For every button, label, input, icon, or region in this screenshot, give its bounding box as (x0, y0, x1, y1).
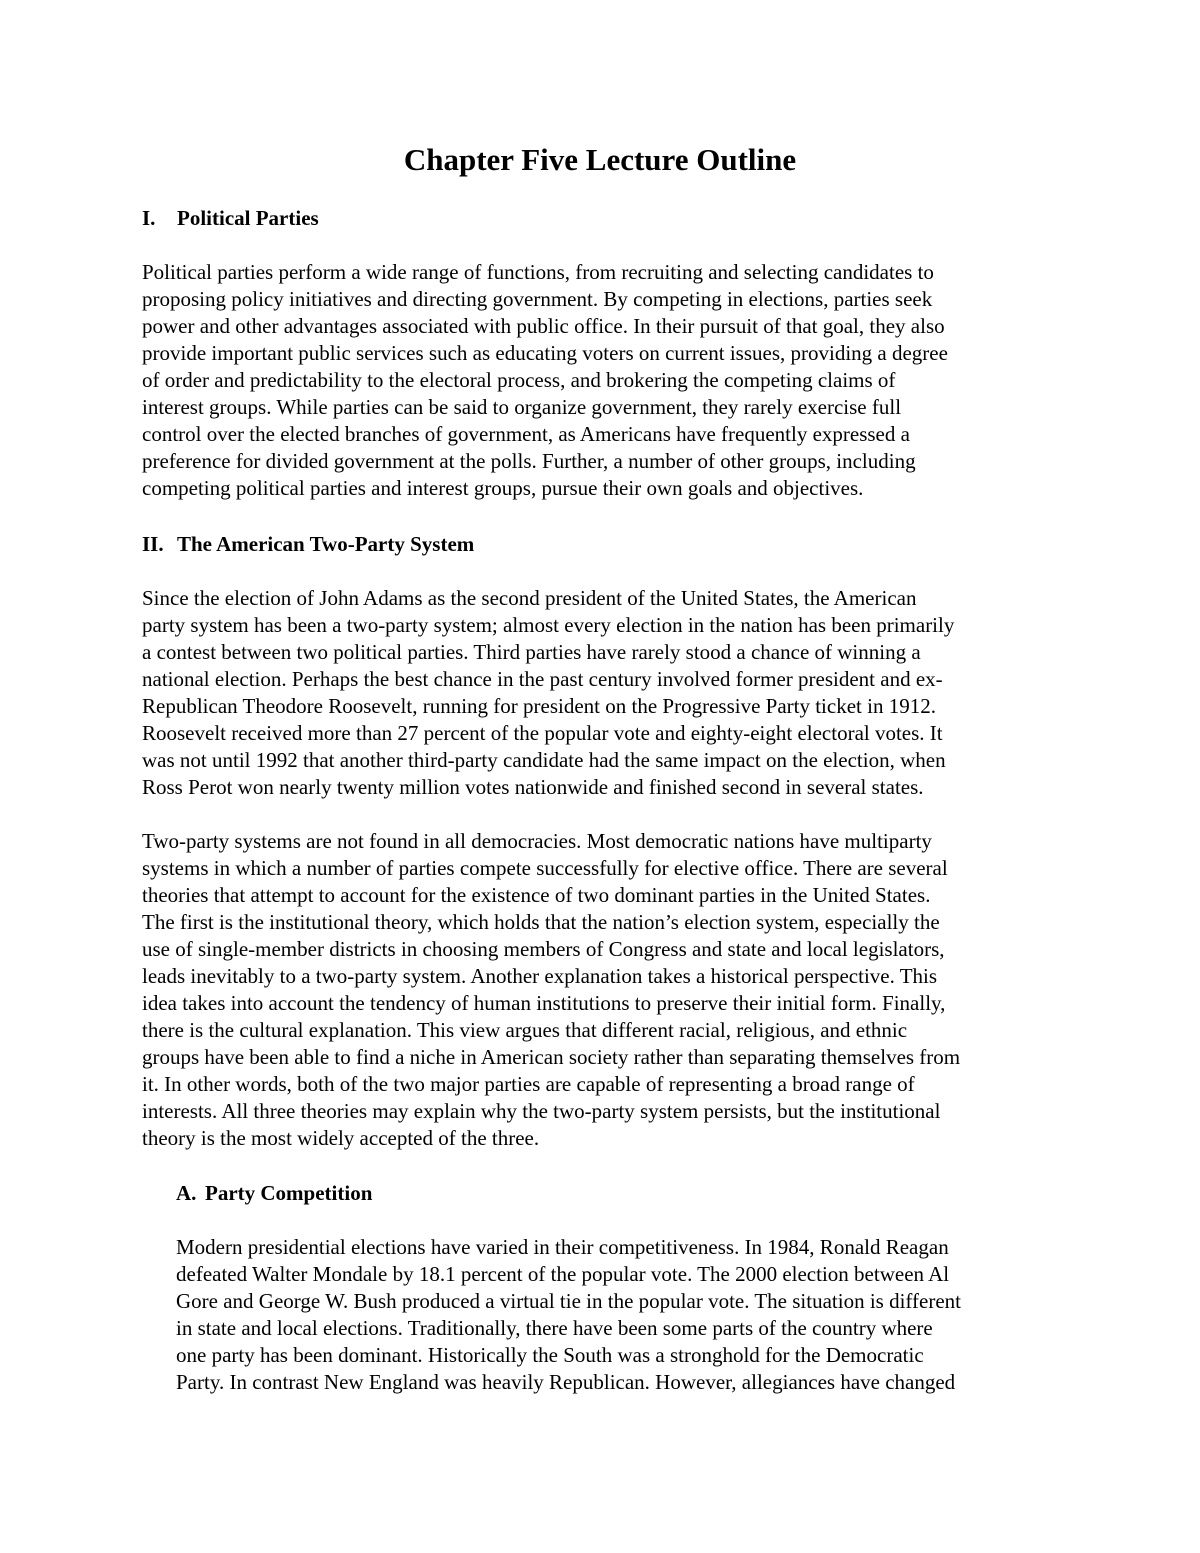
paragraph-party-competition (176, 1234, 961, 1396)
page-title: Chapter Five Lecture Outline (403, 142, 797, 177)
paragraph-line: a contest between two political parties. Third parties have rarely stood a chance of winning a (142, 640, 921, 664)
paragraph-line: power and other advantages associated with public office. In their pursuit of that goal, they also (142, 314, 945, 338)
paragraph-line: theories that attempt to account for the existence of two dominant parties in the United States. (142, 883, 931, 907)
section-heading-political-parties (142, 204, 319, 232)
paragraph-line: groups have been able to find a niche in American society rather than separating themselves from (142, 1045, 961, 1069)
paragraph-two-party-history (142, 585, 954, 801)
paragraph-line: it. In other words, both of the two major parties are capable of representing a broad range of (142, 1072, 915, 1096)
subsection-title: Party Competition (205, 1181, 373, 1205)
section-number: II. (142, 532, 164, 556)
paragraph-line: Party. In contrast New England was heavily Republican. However, allegiances have changed (176, 1370, 956, 1394)
paragraph-line: defeated Walter Mondale by 18.1 percent of the popular vote. The 2000 election between Al (176, 1262, 950, 1286)
paragraph-line: Since the election of John Adams as the second president of the United States, the American (142, 586, 917, 610)
paragraph-line: Political parties perform a wide range of functions, from recruiting and selecting candidates to (142, 260, 934, 284)
paragraph-line: Modern presidential elections have varied in their competitiveness. In 1984, Ronald Reagan (176, 1235, 949, 1259)
subsection-letter: A. (176, 1181, 197, 1205)
paragraph-line: leads inevitably to a two-party system. Another explanation takes a historical perspective. This (142, 964, 938, 988)
paragraph-line: theory is the most widely accepted of the three. (142, 1126, 540, 1150)
paragraph-line: use of single-member districts in choosing members of Congress and state and local legislators, (142, 937, 945, 961)
paragraph-line: control over the elected branches of government, as Americans have frequently expressed a (142, 422, 910, 446)
paragraph-line: interests. All three theories may explain why the two-party system persists, but the institutional (142, 1099, 941, 1123)
paragraph-line: The first is the institutional theory, which holds that the nation’s election system, especially the (142, 910, 940, 934)
paragraph-line: party system has been a two-party system; almost every election in the nation has been primarily (142, 613, 955, 637)
paragraph-line: Gore and George W. Bush produced a virtual tie in the popular vote. The situation is different (176, 1289, 961, 1313)
paragraph-line: there is the cultural explanation. This view argues that different racial, religious, and ethnic (142, 1018, 908, 1042)
paragraph-line: Ross Perot won nearly twenty million votes nationwide and finished second in several states. (142, 775, 924, 799)
paragraph-line: was not until 1992 that another third-party candidate had the same impact on the election, when (142, 748, 946, 772)
paragraph-line: Two-party systems are not found in all democracies. Most democratic nations have multiparty (142, 829, 932, 853)
paragraph-line: interest groups. While parties can be said to organize government, they rarely exercise full (142, 395, 902, 419)
paragraph-line: national election. Perhaps the best chance in the past century involved former president and ex- (142, 667, 943, 691)
paragraph-line: provide important public services such as educating voters on current issues, providing a degree (142, 341, 948, 365)
paragraph-line: in state and local elections. Traditionally, there have been some parts of the country where (176, 1316, 933, 1340)
paragraph-political-parties (142, 259, 948, 502)
paragraph-two-party-theories (142, 828, 960, 1152)
paragraph-line: idea takes into account the tendency of human institutions to preserve their initial form. Finally, (142, 991, 946, 1015)
paragraph-line: Republican Theodore Roosevelt, running for president on the Progressive Party ticket in 1912. (142, 694, 936, 718)
paragraph-line: Roosevelt received more than 27 percent of the popular vote and eighty-eight electoral votes. It (142, 721, 943, 745)
paragraph-line: preference for divided government at the polls. Further, a number of other groups, including (142, 449, 916, 473)
section-title: Political Parties (177, 206, 319, 230)
paragraph-line: competing political parties and interest groups, pursue their own goals and objectives. (142, 476, 864, 500)
paragraph-line: proposing policy initiatives and directing government. By competing in elections, parties seek (142, 287, 933, 311)
paragraph-line: of order and predictability to the electoral process, and brokering the competing claims of (142, 368, 896, 392)
subsection-heading-party-competition (176, 1179, 372, 1207)
paragraph-line: systems in which a number of parties compete successfully for elective office. There are several (142, 856, 948, 880)
section-title: The American Two-Party System (177, 532, 475, 556)
paragraph-line: one party has been dominant. Historically the South was a stronghold for the Democratic (176, 1343, 924, 1367)
section-heading-two-party-system (142, 530, 474, 558)
section-number: I. (142, 206, 156, 230)
